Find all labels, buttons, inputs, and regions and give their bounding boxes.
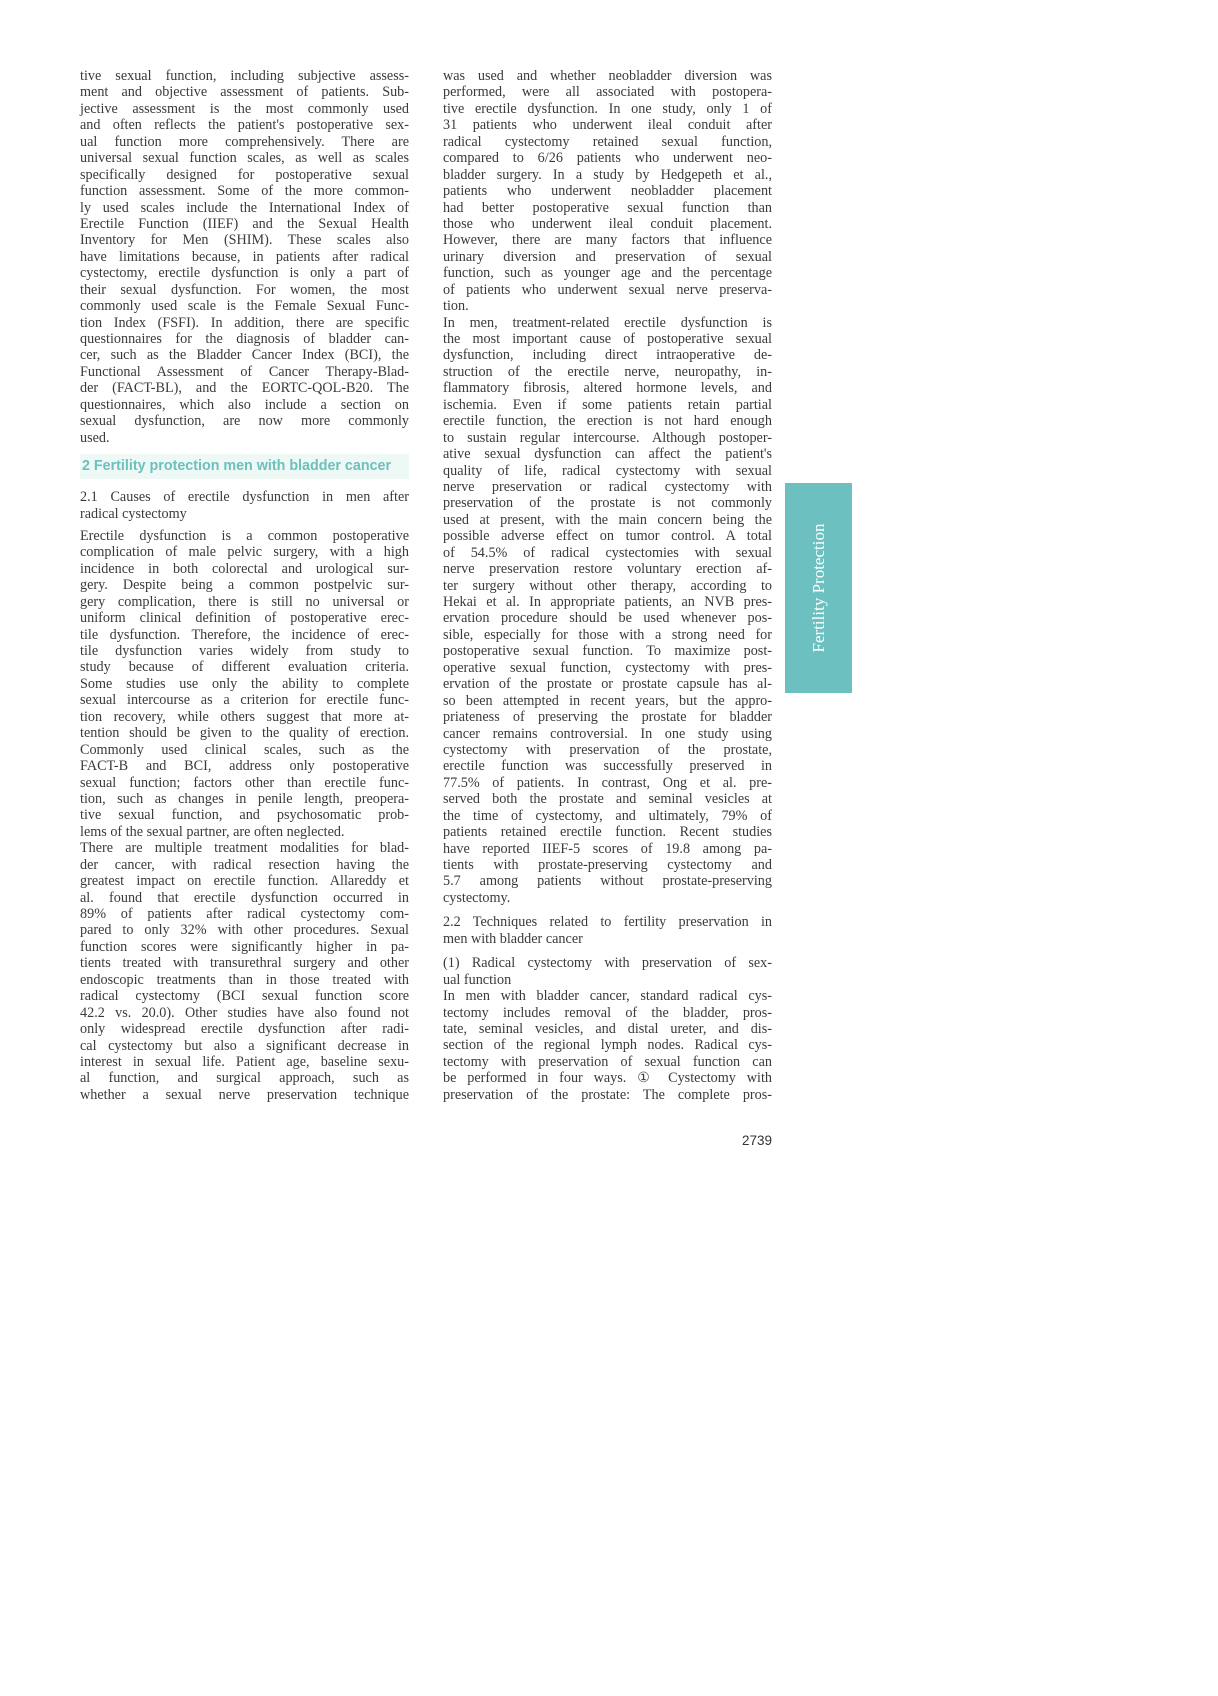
text-line: cystectomy with preservation of the prostate, — [443, 741, 772, 758]
paragraph — [443, 988, 772, 1103]
text-line: used at present, with the main concern being the — [443, 511, 772, 528]
text-line: erectile function, the erection is not hard enough — [443, 413, 772, 430]
text-line: of 54.5% of radical cystectomies with sexual — [443, 544, 772, 561]
text-line: Hekai et al. In appropriate patients, an NVB pres- — [443, 594, 772, 610]
text-line: tients with prostate-preserving cystectomy and — [443, 857, 772, 873]
text-line: those who underwent ileal conduit placement. — [443, 215, 772, 232]
text-line: tive sexual function, including subjective assess- — [80, 68, 409, 84]
text-line: ative sexual dysfunction can affect the patient's — [443, 446, 772, 463]
text-line: sexual intercourse as a criterion for erectile func- — [80, 692, 409, 709]
text-line: ter surgery without other therapy, according to — [443, 577, 772, 594]
paragraph — [443, 315, 772, 907]
text-line: cancer remains controversial. In one study using — [443, 725, 772, 742]
text-line: tive sexual function, and psychosomatic prob- — [80, 807, 409, 824]
text-line: jective assessment is the most commonly used — [80, 100, 409, 117]
text-line: 2.1 Causes of erectile dysfunction in men after — [80, 489, 409, 506]
text-line: so been attempted in recent years, but the appro- — [443, 692, 772, 709]
text-line: 31 patients who underwent ileal conduit after — [443, 117, 772, 134]
text-line: and often reflects the patient's postoperative sex- — [80, 117, 409, 134]
text-line: endoscopic treatments than in those treated with — [80, 971, 409, 988]
text-line: ual function more comprehensively. There are — [80, 133, 409, 150]
text-line: bladder surgery. In a study by Hedgepeth et al., — [443, 166, 772, 183]
text-line: tectomy with preservation of sexual function can — [443, 1053, 772, 1070]
paragraph — [80, 68, 409, 446]
text-line: der (FACT-BL), and the EORTC-QOL-B20. The — [80, 380, 409, 397]
paragraph — [443, 68, 772, 315]
text-line: priateness of preserving the prostate for bladder — [443, 709, 772, 726]
text-line: whether a sexual nerve preservation technique — [80, 1086, 409, 1103]
text-line: al function, and surgical approach, such as — [80, 1070, 409, 1087]
text-line: had better postoperative sexual function than — [443, 199, 772, 216]
text-line: 77.5% of patients. In contrast, Ong et al. pre- — [443, 774, 772, 791]
text-line: commonly used scale is the Female Sexual Func- — [80, 298, 409, 315]
text-line: possible adverse effect on tumor control. A total — [443, 528, 772, 545]
text-line: tients treated with transurethral surgery and other — [80, 955, 409, 972]
text-line: to sustain regular intercourse. Although postoper- — [443, 429, 772, 446]
text-line: lems of the sexual partner, are often neglected. — [80, 823, 345, 840]
text-line: FACT-B and BCI, address only postoperative — [80, 758, 409, 775]
text-line: preservation of the prostate is not commonly — [443, 495, 772, 512]
text-line: tectomy includes removal of the bladder, pros- — [443, 1004, 772, 1021]
text-line: erectile function was successfully preserved in — [443, 758, 772, 775]
text-line: have limitations because, in patients after radical — [80, 248, 409, 265]
text-line: radical cystectomy retained sexual function, — [443, 133, 772, 150]
text-line: 2.2 Techniques related to fertility preservation in — [443, 914, 772, 931]
text-line: ervation procedure should be used whenever pos- — [443, 610, 772, 627]
text-line: function, such as younger age and the percentage — [443, 265, 772, 282]
text-line: tate, seminal vesicles, and distal ureter, and dis- — [443, 1020, 772, 1037]
text-line: gery. Despite being a common postpelvic sur- — [80, 577, 409, 594]
text-line: only widespread erectile dysfunction after radi- — [80, 1021, 409, 1038]
text-line: have reported IIEF-5 scores of 19.8 among pa- — [443, 840, 772, 857]
text-line: patients retained erectile function. Recent studies — [443, 824, 772, 841]
text-line: 89% of patients after radical cystectomy com- — [80, 906, 409, 922]
paragraph — [80, 528, 409, 840]
text-line: questionnaires, which also include a section on — [80, 396, 409, 413]
text-line: tion, such as changes in penile length, preopera- — [80, 790, 409, 807]
text-line: nerve preservation restore voluntary erection af- — [443, 561, 772, 578]
text-line: postoperative sexual function. To maximize post- — [443, 643, 772, 660]
section-heading: 2 Fertility protection men with bladder cancer — [80, 454, 409, 479]
text-line: quality of life, radical cystectomy with sexual — [443, 462, 772, 479]
text-line: radical cystectomy (BCI sexual function score — [80, 988, 409, 1005]
text-line: al. found that erectile dysfunction occurred in — [80, 889, 409, 906]
text-line: preservation of the prostate: The complete pros- — [443, 1086, 772, 1103]
text-line: performed, were all associated with postopera- — [443, 84, 772, 101]
text-line: cer, such as the Bladder Cancer Index (BCI), the — [80, 347, 409, 364]
text-line: nerve preservation or radical cystectomy with — [443, 478, 772, 495]
text-line: specifically designed for postoperative sexual — [80, 166, 409, 183]
text-line: ment and objective assessment of patients. Sub- — [80, 84, 409, 101]
text-line: tion recovery, while others suggest that more at- — [80, 708, 409, 725]
right-column — [443, 68, 772, 1103]
text-line: tion. — [443, 298, 469, 315]
text-line: ly used scales include the International Index of — [80, 199, 409, 216]
text-line: study because of different evaluation criteria. — [80, 659, 409, 676]
text-line: sexual dysfunction, are now more commonly — [80, 413, 409, 430]
text-line: tile dysfunction. Therefore, the incidence of erec- — [80, 626, 409, 643]
text-line: In men, treatment-related erectile dysfunction is — [443, 314, 772, 331]
text-line: section of the regional lymph nodes. Radical cys- — [443, 1037, 772, 1054]
text-line: served both the prostate and seminal vesicles at — [443, 791, 772, 808]
text-line: used. — [80, 429, 110, 446]
text-line: However, there are many factors that influence — [443, 232, 772, 249]
text-line: radical cystectomy — [80, 505, 187, 522]
text-line: There are multiple treatment modalities for blad- — [80, 840, 409, 857]
text-line: their sexual dysfunction. For women, the most — [80, 281, 409, 298]
text-line: tention should be given to the quality of erection. — [80, 725, 409, 742]
text-line: complication of male pelvic surgery, with a high — [80, 544, 409, 561]
text-line: Functional Assessment of Cancer Therapy-Blad- — [80, 363, 409, 380]
text-line: be performed in four ways. ① Cystectomy with — [443, 1070, 772, 1087]
text-line: urinary diversion and preservation of sexual — [443, 248, 772, 265]
section-side-tab — [785, 483, 852, 693]
text-line: function scores were significantly higher in pa- — [80, 938, 409, 955]
text-line: Commonly used clinical scales, such as the — [80, 741, 409, 758]
text-line: pared to only 32% with other procedures. Sexual — [80, 922, 409, 939]
text-line: incidence in both colorectal and urological sur- — [80, 560, 409, 577]
text-line: der cancer, with radical resection having the — [80, 856, 409, 873]
text-line: men with bladder cancer — [443, 930, 583, 947]
text-line: cystectomy, erectile dysfunction is only a part of — [80, 265, 409, 282]
text-line: interest in sexual life. Patient age, baseline sexu- — [80, 1053, 409, 1070]
text-line: (1) Radical cystectomy with preservation of sex- — [443, 955, 772, 972]
subsection-title — [443, 955, 772, 988]
text-line: Erectile dysfunction is a common postoperative — [80, 527, 409, 544]
subsection-title — [443, 914, 772, 947]
text-line: ervation of the prostate or prostate capsule has al- — [443, 676, 772, 693]
text-line: sible, especially for those with a strong need for — [443, 626, 772, 643]
text-line: 5.7 among patients without prostate-preserving — [443, 873, 772, 890]
text-line: questionnaires for the diagnosis of bladder can- — [80, 331, 409, 347]
text-line: dysfunction, including direct intraoperative de- — [443, 347, 772, 364]
text-line: ual function — [443, 971, 512, 988]
text-line: cystectomy. — [443, 889, 511, 906]
text-line: tive erectile dysfunction. In one study, only 1 of — [443, 100, 772, 117]
text-line: struction of the erectile nerve, neuropathy, in- — [443, 363, 772, 380]
text-line: compared to 6/26 patients who underwent neo- — [443, 150, 772, 167]
paragraph — [80, 840, 409, 1103]
subsection-title — [80, 489, 409, 522]
text-line: the time of cystectomy, and ultimately, 79% of — [443, 807, 772, 824]
text-line: sexual function; factors other than erectile func- — [80, 774, 409, 791]
text-line: Some studies use only the ability to complete — [80, 675, 409, 692]
text-line: cal cystectomy but also a significant decrease in — [80, 1037, 409, 1054]
text-line: greatest impact on erectile function. Allareddy et — [80, 873, 409, 890]
text-line: uniform clinical definition of postoperative erec- — [80, 610, 409, 627]
text-line: was used and whether neobladder diversion was — [443, 68, 772, 84]
text-line: ischemia. Even if some patients retain partial — [443, 396, 772, 413]
text-line: flammatory fibrosis, altered hormone levels, and — [443, 380, 772, 397]
text-line: of patients who underwent sexual nerve preserva- — [443, 281, 772, 298]
text-line: In men with bladder cancer, standard radical cys- — [443, 988, 772, 1005]
side-tab-label: Fertility Protection — [808, 523, 828, 653]
text-line: tion Index (FSFI). In addition, there are specific — [80, 314, 409, 331]
text-line: universal sexual function scales, as well as scales — [80, 150, 409, 167]
text-line: 42.2 vs. 20.0). Other studies have also found not — [80, 1004, 409, 1021]
text-line: operative sexual function, cystectomy with pres- — [443, 659, 772, 676]
text-line: gery complication, there is still no universal or — [80, 593, 409, 610]
text-line: patients who underwent neobladder placement — [443, 183, 772, 200]
page-number: 2739 — [741, 1133, 772, 1148]
text-line: Inventory for Men (SHIM). These scales also — [80, 232, 409, 249]
text-line: function assessment. Some of the more common- — [80, 183, 409, 200]
text-line: the most important cause of postoperative sexual — [443, 331, 772, 347]
left-column — [80, 68, 409, 1103]
text-line: Erectile Function (IIEF) and the Sexual Health — [80, 215, 409, 232]
text-line: tile dysfunction varies widely from study to — [80, 643, 409, 659]
